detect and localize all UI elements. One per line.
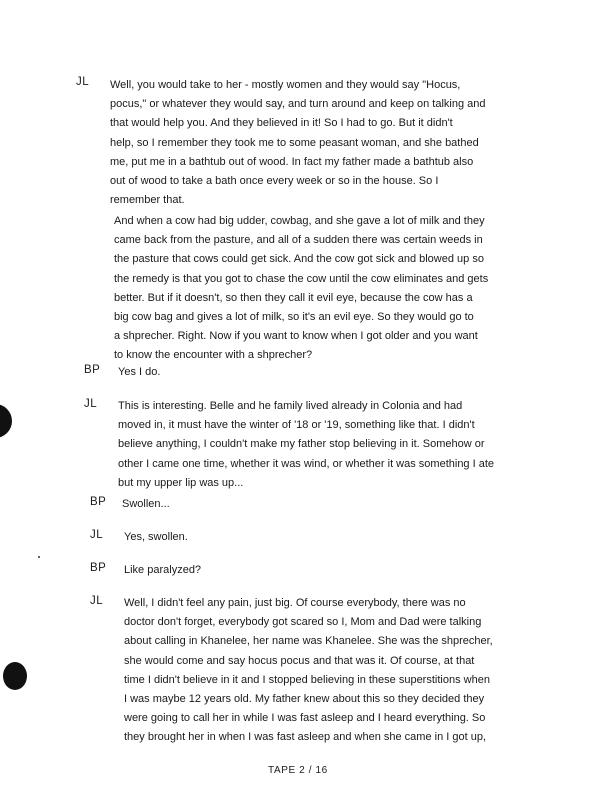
paragraph	[118, 363, 160, 382]
text-line: I was maybe 12 years old. My father knew about this so they decided they	[124, 693, 485, 706]
text-line: out of wood to take a bath once every week or so in the house. So I	[110, 175, 439, 188]
text-line: doctor don't forget, everybody got scared so I, Mom and Dad were talking	[124, 616, 482, 629]
speaker-label: BP	[84, 364, 101, 376]
text-line: pocus," or whatever they would say, and turn around and keep on talking and	[110, 98, 486, 111]
paragraph	[124, 528, 188, 547]
text-line: moved in, it must have the winter of '18 or '19, something like that. I didn't	[118, 419, 475, 432]
text-line: to know the encounter with a shprecher?	[114, 349, 313, 362]
speaker-label: BP	[90, 562, 107, 574]
text-line: believe anything, I couldn't make my father stop believing in it. Somehow or	[118, 438, 485, 451]
text-line: remember that.	[110, 194, 185, 207]
paragraph	[124, 561, 201, 580]
text-line: that would help you. And they believed in it! So I had to go. But it didn't	[110, 117, 453, 130]
speaker-label: JL	[84, 398, 98, 410]
speaker-label: BP	[90, 496, 107, 508]
text-line: This is interesting. Belle and he family lived already in Colonia and had	[118, 400, 463, 412]
speaker-label: JL	[90, 595, 104, 607]
text-line: Yes I do.	[118, 366, 161, 378]
text-line: were going to call her in while I was fast asleep and I heard everything. So	[124, 712, 486, 725]
text-line: better. But if it doesn't, so then they call it evil eye, because the cow has a	[114, 291, 473, 304]
paragraph	[118, 397, 494, 493]
text-line: they brought her in when I was fast asleep and when she came in I got up,	[124, 731, 487, 744]
text-line: she would come and say hocus pocus and that was it. Of course, at that	[124, 654, 475, 667]
speaker-label: JL	[90, 529, 104, 541]
text-line: time I didn't believe in it and I stopped believing in these superstitions when	[124, 673, 490, 686]
paragraph	[114, 212, 488, 366]
speaker-label: JL	[76, 76, 90, 88]
text-line: other I came one time, whether it was wind, or whether it was something I ate	[118, 457, 495, 470]
paragraph	[110, 76, 486, 210]
text-line: Swollen...	[122, 498, 170, 510]
punch-hole-mark	[0, 404, 12, 438]
text-line: big cow bag and gives a lot of milk, so it's an evil eye. So they would go to	[114, 311, 474, 324]
text-line: a shprecher. Right. Now if you want to know when I got older and you want	[114, 330, 478, 343]
page-label: TAPE 2 / 16	[268, 765, 328, 776]
punch-hole-mark	[3, 662, 27, 690]
text-line: me, put me in a bathtub out of wood. In fact my father made a bathtub also	[110, 155, 474, 168]
text-line: And when a cow had big udder, cowbag, and she gave a lot of milk and they	[114, 215, 485, 227]
paragraph	[122, 495, 170, 514]
text-line: came back from the pasture, and all of a sudden there was certain weeds in	[114, 234, 483, 247]
scan-speck	[38, 556, 40, 558]
text-line: Well, I didn't feel any pain, just big. Of course everybody, there was no	[124, 597, 466, 609]
text-line: help, so I remember they took me to some peasant woman, and she bathed	[110, 136, 479, 149]
paragraph	[124, 594, 493, 748]
text-line: the pasture that cows could get sick. And the cow got sick and blowed up so	[114, 253, 484, 266]
text-line: the remedy is that you got to chase the cow until the cow eliminates and gets	[114, 272, 489, 285]
text-line: but my upper lip was up...	[118, 476, 244, 489]
text-line: about calling in Khanelee, her name was Khanelee. She was the shprecher,	[124, 635, 493, 648]
text-line: Yes, swollen.	[124, 531, 188, 543]
text-line: Like paralyzed?	[124, 564, 202, 576]
text-line: Well, you would take to her - mostly women and they would say "Hocus,	[110, 79, 461, 91]
